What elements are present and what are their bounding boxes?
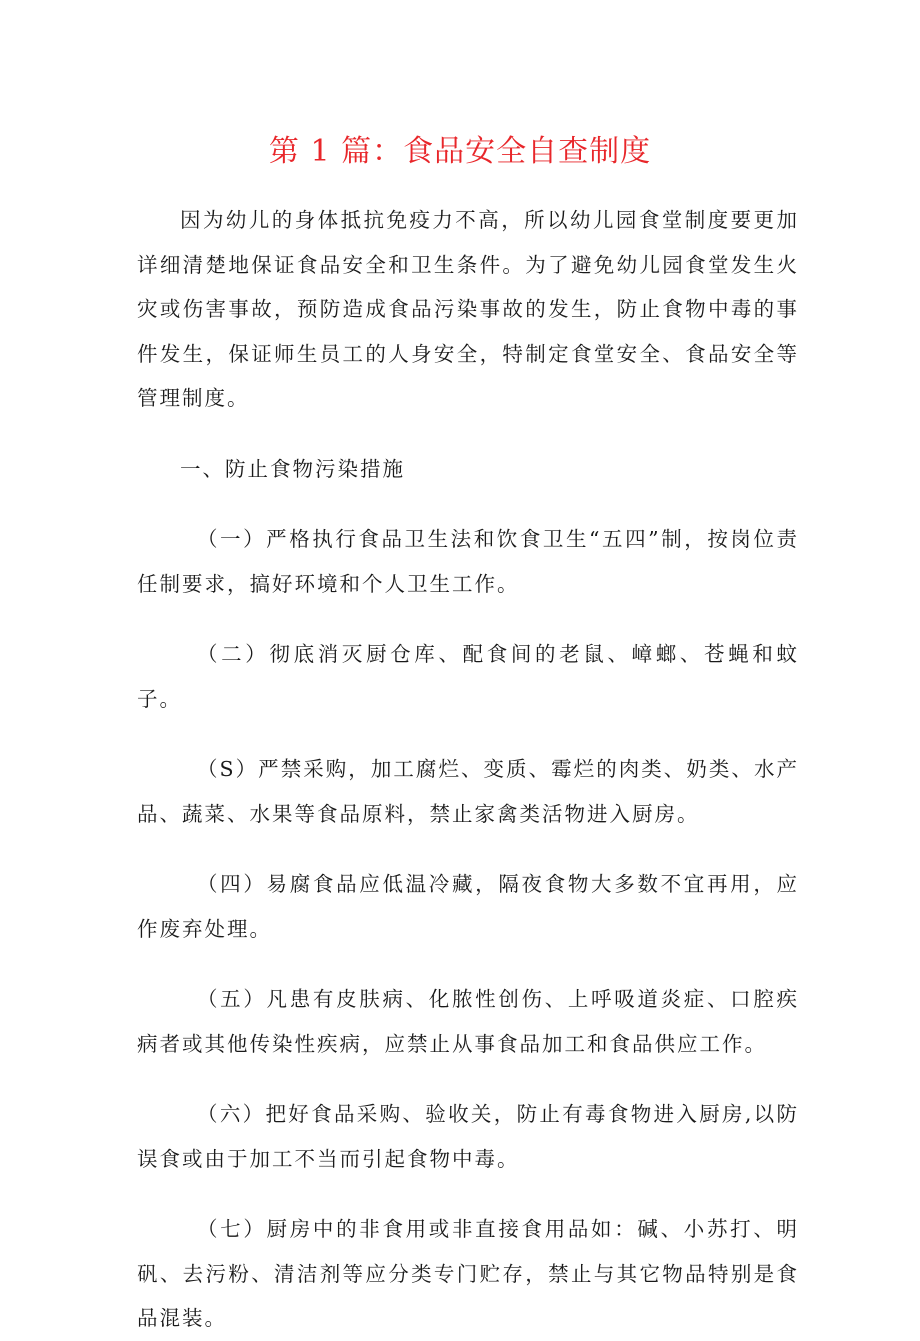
list-item-1: （一）严格执行食品卫生法和饮食卫生“五四”制，按岗位责任制要求，搞好环境和个人卫生工作。: [137, 527, 799, 596]
section-heading: 一、防止食物污染措施: [180, 456, 405, 481]
list-item-3: （S）严禁采购，加工腐烂、变质、霉烂的肉类、奶类、水产品、蔬菜、水果等食品原料，禁止家禽类活物进入厨房。: [137, 757, 799, 826]
document-body: [137, 198, 799, 1341]
intro-paragraph: 因为幼儿的身体抵抗免疫力不高，所以幼儿园食堂制度要更加详细清楚地保证食品安全和卫生条件。为了避免幼儿园食堂发生火灾或伤害事故，预防造成食品污染事故的发生，防止食物中毒的事件发生，保证师生员工的人身安全，特制定食堂安全、食品安全等管理制度。: [137, 208, 799, 410]
list-item-2: （二）彻底消灭厨仓库、配食间的老鼠、嶂螂、苍蝇和蚊子。: [137, 642, 799, 711]
list-item-7: （七）厨房中的非食用或非直接食用品如：碱、小苏打、明矾、去污粉、清洁剂等应分类专门贮存，禁止与其它物品特别是食品混装。: [137, 1217, 799, 1330]
document-title: 第 1 篇：食品安全自查制度: [268, 134, 652, 169]
list-item-4: （四）易腐食品应低温冷藏，隔夜食物大多数不宜再用，应作废弃处理。: [137, 872, 799, 941]
list-item-6: （六）把好食品采购、验收关，防止有毒食物进入厨房,以防误食或由于加工不当而引起食物中毒。: [137, 1102, 799, 1171]
list-item-5: （五）凡患有皮肤病、化脓性创伤、上呼吸道炎症、口腔疾病者或其他传染性疾病，应禁止从事食品加工和食品供应工作。: [137, 987, 799, 1056]
